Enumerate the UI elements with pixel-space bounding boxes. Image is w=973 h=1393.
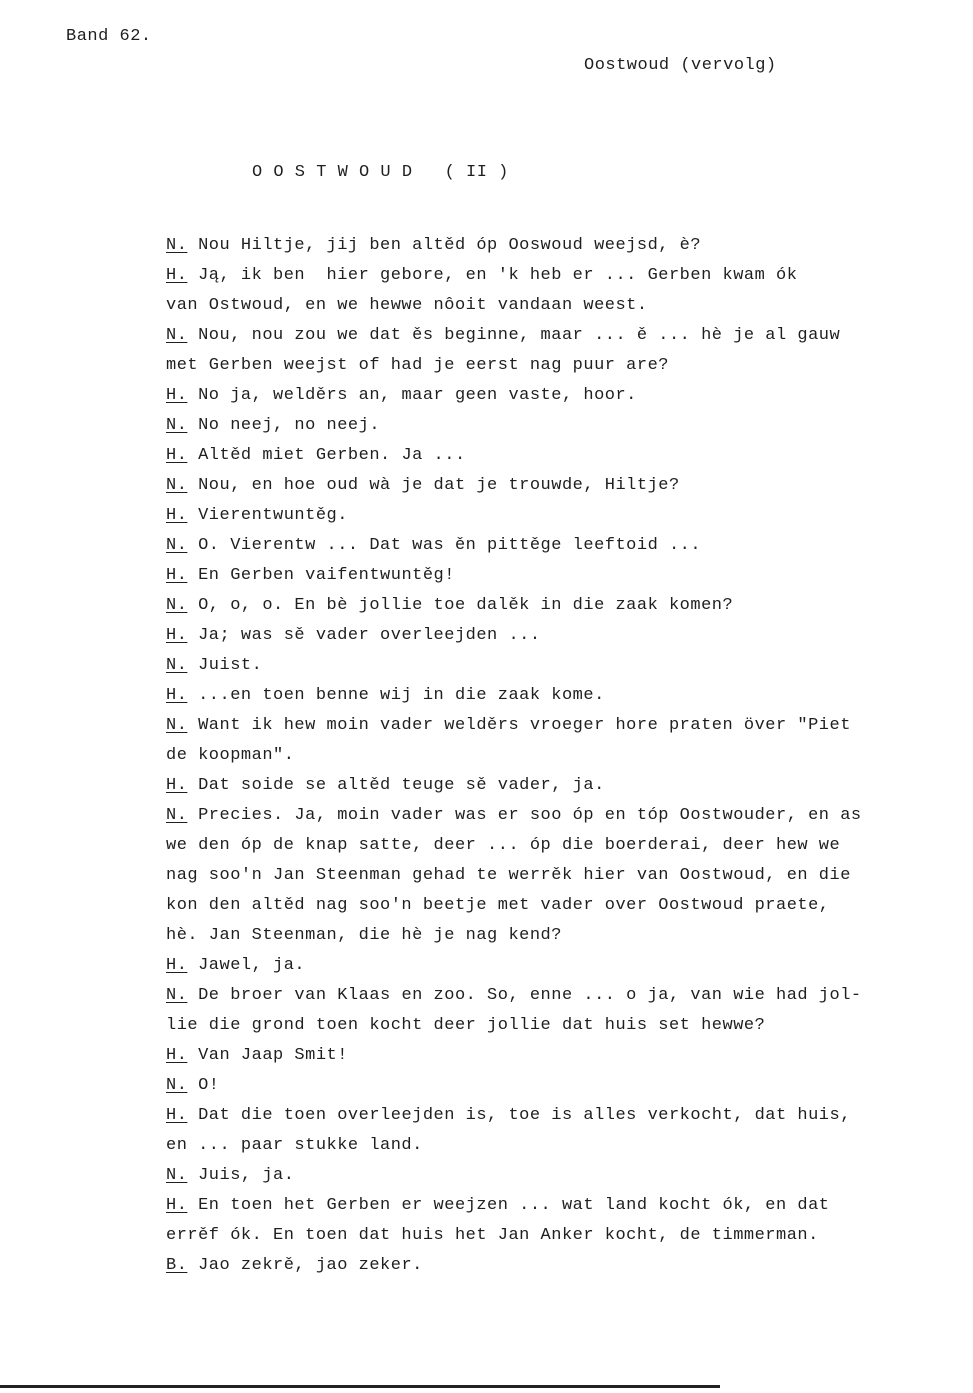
line-text: de koopman".	[166, 746, 295, 765]
transcript-body	[166, 231, 966, 1281]
transcript-line	[166, 561, 966, 591]
transcript-line	[166, 1221, 966, 1251]
line-text: Precies. Ja, moin vader was er soo óp en tóp Oostwouder, en as	[187, 806, 862, 825]
line-text: nag soo'n Jan Steenman gehad te werrěk hier van Oostwoud, en die	[166, 866, 851, 885]
speaker-label: H.	[166, 776, 188, 795]
line-text: lie die grond toen kocht deer jollie dat huis set hewwe?	[166, 1016, 766, 1035]
transcript-line	[166, 1191, 966, 1221]
line-text: Nou, nou zou we dat ěs beginne, maar ... ě ... hè je al gauw	[187, 326, 841, 345]
speaker-label: H.	[166, 626, 188, 645]
transcript-line	[166, 231, 966, 261]
document-title: O O S T W O U D ( II )	[252, 163, 509, 182]
band-number: Band 62.	[66, 27, 152, 46]
line-text: errěf ók. En toen dat huis het Jan Anker kocht, de timmerman.	[166, 1226, 819, 1245]
speaker-label: N.	[166, 596, 188, 615]
speaker-label: H.	[166, 446, 188, 465]
speaker-label: N.	[166, 1166, 188, 1185]
place-heading: Oostwoud (vervolg)	[584, 56, 777, 75]
transcript-line	[166, 1161, 966, 1191]
line-text: Nou Hiltje, jij ben altěd óp Ooswoud weejsd, è?	[187, 236, 702, 255]
transcript-line	[166, 591, 966, 621]
transcript-line	[166, 381, 966, 411]
speaker-label: N.	[166, 716, 188, 735]
speaker-label: N.	[166, 536, 188, 555]
line-text: No ja, welděrs an, maar geen vaste, hoor.	[187, 386, 637, 405]
transcript-line	[166, 981, 966, 1011]
line-text: De broer van Klaas en zoo. So, enne ... o ja, van wie had jol-	[187, 986, 862, 1005]
speaker-label: N.	[166, 1076, 188, 1095]
line-text: Jao zekrě, jao zeker.	[187, 1256, 423, 1275]
line-text: en ... paar stukke land.	[166, 1136, 423, 1155]
transcript-line	[166, 891, 966, 921]
line-text: Dat soide se altěd teuge sě vader, ja.	[187, 776, 605, 795]
transcript-line	[166, 711, 966, 741]
line-text: van Ostwoud, en we hewwe nôoit vandaan weest.	[166, 296, 648, 315]
line-text: O, o, o. En bè jollie toe dalěk in die zaak komen?	[187, 596, 734, 615]
transcript-line	[166, 921, 966, 951]
speaker-label: H.	[166, 1196, 188, 1215]
line-text: Jawel, ja.	[187, 956, 306, 975]
speaker-label: H.	[166, 566, 188, 585]
transcript-line	[166, 471, 966, 501]
speaker-label: H.	[166, 1046, 188, 1065]
speaker-label: H.	[166, 1106, 188, 1125]
speaker-label: N.	[166, 416, 188, 435]
line-text: we den óp de knap satte, deer ... óp die boerderai, deer hew we	[166, 836, 841, 855]
line-text: O!	[187, 1076, 220, 1095]
line-text: O. Vierentw ... Dat was ěn pittěge leeftoid ...	[187, 536, 702, 555]
speaker-label: N.	[166, 986, 188, 1005]
speaker-label: B.	[166, 1256, 188, 1275]
transcript-line	[166, 501, 966, 531]
line-text: Van Jaap Smit!	[187, 1046, 348, 1065]
transcript-line	[166, 1011, 966, 1041]
transcript-line	[166, 861, 966, 891]
speaker-label: H.	[166, 266, 188, 285]
transcript-line	[166, 1071, 966, 1101]
speaker-label: H.	[166, 956, 188, 975]
transcript-line	[166, 741, 966, 771]
line-text: Dat die toen overleejden is, toe is alles verkocht, dat huis,	[187, 1106, 851, 1125]
transcript-line	[166, 291, 966, 321]
transcript-line	[166, 1131, 966, 1161]
transcript-line	[166, 621, 966, 651]
line-text: Juis, ja.	[187, 1166, 295, 1185]
transcript-line	[166, 831, 966, 861]
transcript-line	[166, 411, 966, 441]
transcript-line	[166, 321, 966, 351]
speaker-label: N.	[166, 326, 188, 345]
transcript-line	[166, 771, 966, 801]
line-text: En Gerben vaifentwuntěg!	[187, 566, 455, 585]
line-text: Vierentwuntěg.	[187, 506, 348, 525]
speaker-label: H.	[166, 506, 188, 525]
speaker-label: H.	[166, 686, 188, 705]
transcript-line	[166, 801, 966, 831]
line-text: No neej, no neej.	[187, 416, 381, 435]
line-text: Want ik hew moin vader welděrs vroeger hore praten över "Piet	[187, 716, 851, 735]
line-text: Ja; was sě vader overleejden ...	[187, 626, 541, 645]
bottom-rule	[0, 1385, 720, 1388]
transcript-line	[166, 681, 966, 711]
line-text: ...en toen benne wij in die zaak kome.	[187, 686, 605, 705]
speaker-label: N.	[166, 656, 188, 675]
line-text: Ją, ik ben hier gebore, en 'k heb er ... Gerben kwam ók	[187, 266, 798, 285]
line-text: hè. Jan Steenman, die hè je nag kend?	[166, 926, 562, 945]
transcript-line	[166, 351, 966, 381]
line-text: En toen het Gerben er weejzen ... wat land kocht ók, en dat	[187, 1196, 830, 1215]
line-text: Nou, en hoe oud wà je dat je trouwde, Hiltje?	[187, 476, 680, 495]
transcript-line	[166, 1251, 966, 1281]
transcript-line	[166, 651, 966, 681]
speaker-label: N.	[166, 806, 188, 825]
speaker-label: H.	[166, 386, 188, 405]
line-text: Juist.	[187, 656, 263, 675]
speaker-label: N.	[166, 476, 188, 495]
transcript-line	[166, 441, 966, 471]
transcript-line	[166, 1041, 966, 1071]
transcript-line	[166, 261, 966, 291]
transcript-line	[166, 1101, 966, 1131]
line-text: kon den altěd nag soo'n beetje met vader over Oostwoud praete,	[166, 896, 830, 915]
line-text: met Gerben weejst of had je eerst nag puur are?	[166, 356, 669, 375]
line-text: Altěd miet Gerben. Ja ...	[187, 446, 466, 465]
transcript-line	[166, 951, 966, 981]
transcript-line	[166, 531, 966, 561]
speaker-label: N.	[166, 236, 188, 255]
